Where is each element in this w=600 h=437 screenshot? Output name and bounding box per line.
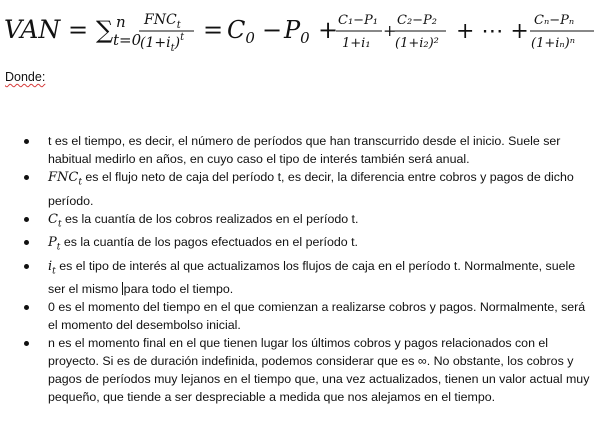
van-formula-svg [0,0,600,60]
definition-item [38,233,590,257]
formula-equals-2: = [203,16,224,44]
definition-item [38,257,590,299]
text-cursor [122,282,123,295]
definition-item [38,298,590,334]
term1-numerator: C₁−P₁ [338,13,379,28]
definition-symbol: $P_t$ [48,235,61,253]
definition-text: es la cuantía de los pagos efectuados en el período t. [60,235,358,250]
definition-text: es el flujo neto de caja del período t, es decir, la diferencia entre cobros y pagos de dicho período. [48,170,574,208]
term1-denominator: 1+i₁ [342,36,371,51]
formula-sum-upper: n [116,13,126,31]
formula-lhs: VAN [4,15,61,44]
definition-item [38,334,590,406]
definition-text: t es el tiempo, es decir, el número de períodos que han transcurrido desde el inicio. Suele ser habitual medirlo en años, en cuyo caso el tipo de interés también será anual. [48,134,561,166]
term2-denominator: (1+i₂)² [395,36,439,51]
term1-plus: + [383,21,397,40]
definition-item [38,132,590,168]
frac1-numerator: $FNC_t$ [144,12,181,31]
definitions-list [38,132,590,406]
termn-numerator: Cₙ−Pₙ [534,13,575,28]
formula-plus: + [318,16,339,44]
formula-sum: ∑ [96,16,114,44]
definition-item [38,168,590,210]
formula-sum-lower: t=0 [113,31,142,49]
termn-denominator: (1+iₙ)ⁿ [531,36,576,51]
formula-ellipsis: + ⋯ + [456,19,529,44]
formula-c0: $C_0$ [227,16,255,47]
frac1-denominator: $(1+i_t)^t$ [140,32,185,54]
definition-text: es el tipo de interés al que actualizamos los flujos de caja en el período t. Normalmente, suele ser el mismo [48,258,576,297]
formula-equals: = [68,16,89,44]
definition-text: n es el momento final en el que tienen lugar los últimos cobros y pagos relacionados con el proyecto. Si es de duración indefinida, podemos considerar que es ∞. No obstante, los cobros y pagos de períodos muy lejanos en el tiempo que, una vez actualizados, tienen un valor actual muy pequeño, que tiende a ser despreciable a medida que nos alejamos en el tiempo. [48,336,590,405]
definition-text-cont: para todo el tiempo. [123,282,234,297]
formula-minus: − [262,16,283,44]
definition-symbol: $C_t$ [48,211,62,230]
definition-item [38,210,590,234]
term2-numerator: C₂−P₂ [397,13,438,28]
definition-symbol: $FNC_t$ [48,170,82,188]
definition-text: es la cuantía de los cobros realizados en el período t. [61,211,359,226]
donde-text: Donde: [5,70,46,84]
definition-symbol: $i_t$ [48,258,56,277]
definition-text: 0 es el momento del tiempo en el que comienzan a realizarse cobros y pagos. Normalmente, será el momento del desembolso inicial. [48,300,586,333]
van-formula [0,0,600,60]
formula-p0: $P_0$ [284,16,310,47]
donde-label [5,70,45,84]
